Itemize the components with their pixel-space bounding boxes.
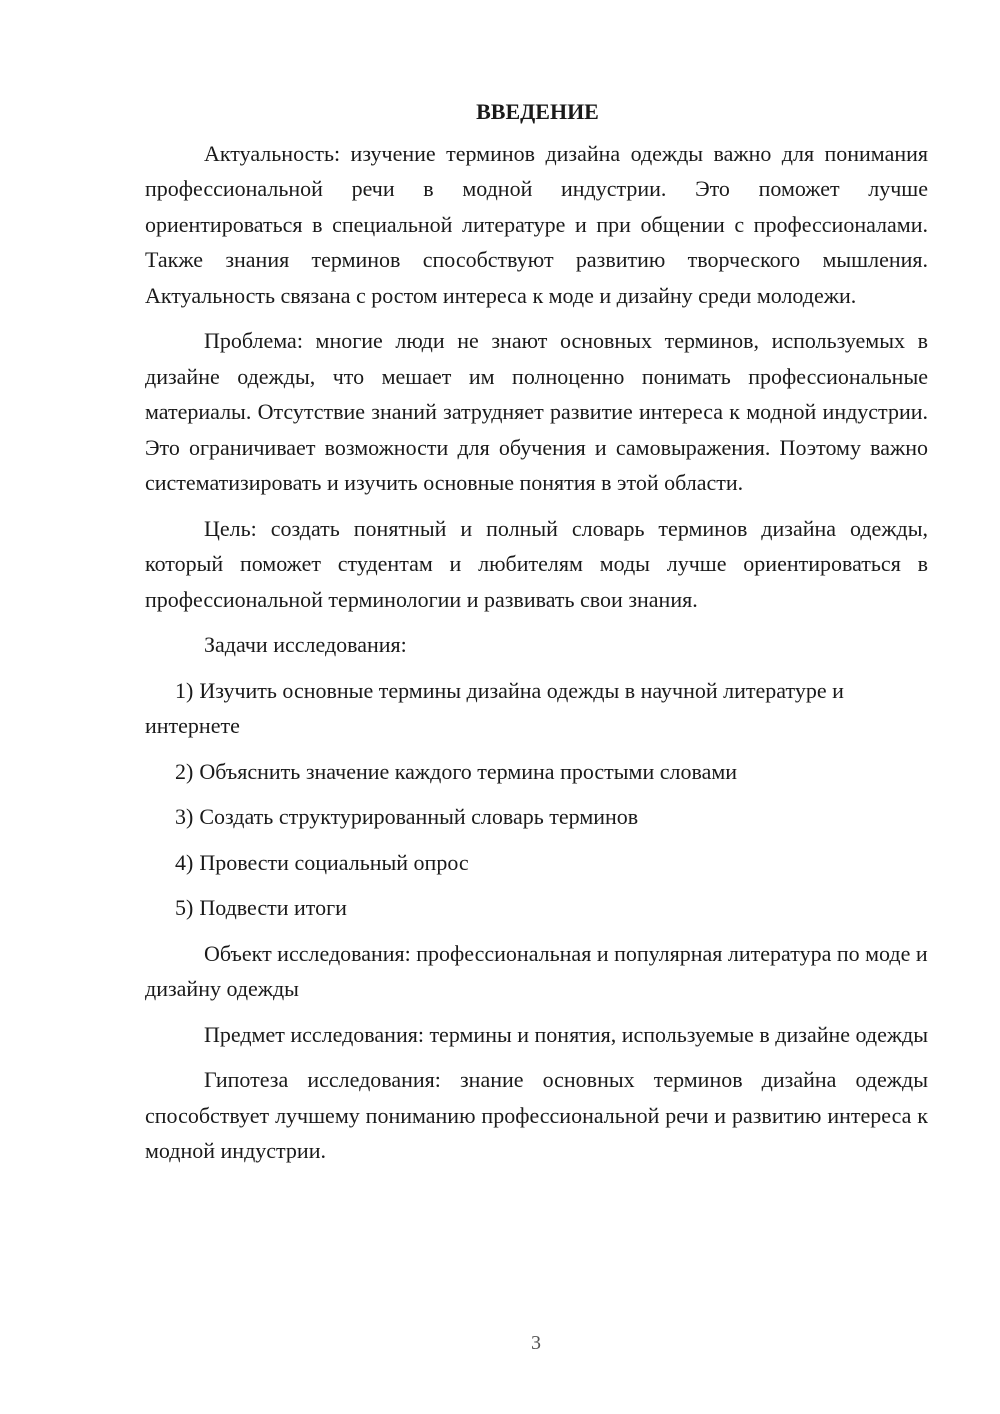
list-item	[145, 845, 928, 881]
problem-paragraph: Проблема: многие люди не знают основных терминов, используемых в дизайне одежды, что мешает им полноценно понимать профессиональные материалы. Отсутствие знаний затрудняет развитие интереса к модной индустрии. Это ограничивает возможности для обучения и самовыражения. Поэтому важно систематизировать и изучить основные понятия в этой области.	[145, 328, 928, 495]
list-item-number: 5)	[175, 895, 194, 920]
relevance-paragraph: Актуальность: изучение терминов дизайна одежды важно для понимания профессиональной речи в модной индустрии. Это поможет лучше ориентироваться в специальной литературе и при общении с профессионалами. Также знания терминов способствуют развитию творческого мышления. Актуальность связана с ростом интереса к моде и дизайну среди молодежи.	[145, 140, 928, 308]
list-item	[145, 673, 928, 744]
object-paragraph: Объект исследования: профессиональная и популярная литература по моде и дизайну одежды	[145, 940, 928, 1001]
tasks-list	[145, 673, 928, 926]
list-item	[145, 890, 928, 926]
list-item-number: 1)	[175, 677, 194, 703]
hypothesis-paragraph: Гипотеза исследования: знание основных терминов дизайна одежды способствует лучшему пониманию профессиональной речи и развитию интереса к модной индустрии.	[145, 1067, 928, 1163]
list-item-text: Создать структурированный словарь терминов	[199, 804, 639, 829]
tasks-heading: Задачи исследования:	[204, 632, 407, 657]
list-item-text: Провести социальный опрос	[199, 849, 469, 875]
list-item-text: Изучить основные термины дизайна одежды в научной литературе и интернете	[145, 677, 844, 738]
page-title: ВВЕДЕНИЕ	[476, 99, 599, 124]
list-item-number: 3)	[175, 804, 194, 829]
list-item-number: 2)	[175, 758, 194, 784]
list-item-text: Объяснить значение каждого термина простыми словами	[199, 758, 738, 784]
list-item	[145, 799, 928, 835]
page-number: 3	[531, 1332, 541, 1354]
list-item	[145, 754, 928, 790]
page-content	[145, 94, 928, 1179]
goal-paragraph: Цель: создать понятный и полный словарь терминов дизайна одежды, который поможет студентам и любителям моды лучше ориентироваться в профессиональной терминологии и развивать свои знания.	[145, 515, 928, 612]
subject-paragraph: Предмет исследования: термины и понятия, используемые в дизайне одежды	[204, 1021, 929, 1047]
list-item-number: 4)	[175, 849, 194, 875]
list-item-text: Подвести итоги	[199, 895, 347, 920]
